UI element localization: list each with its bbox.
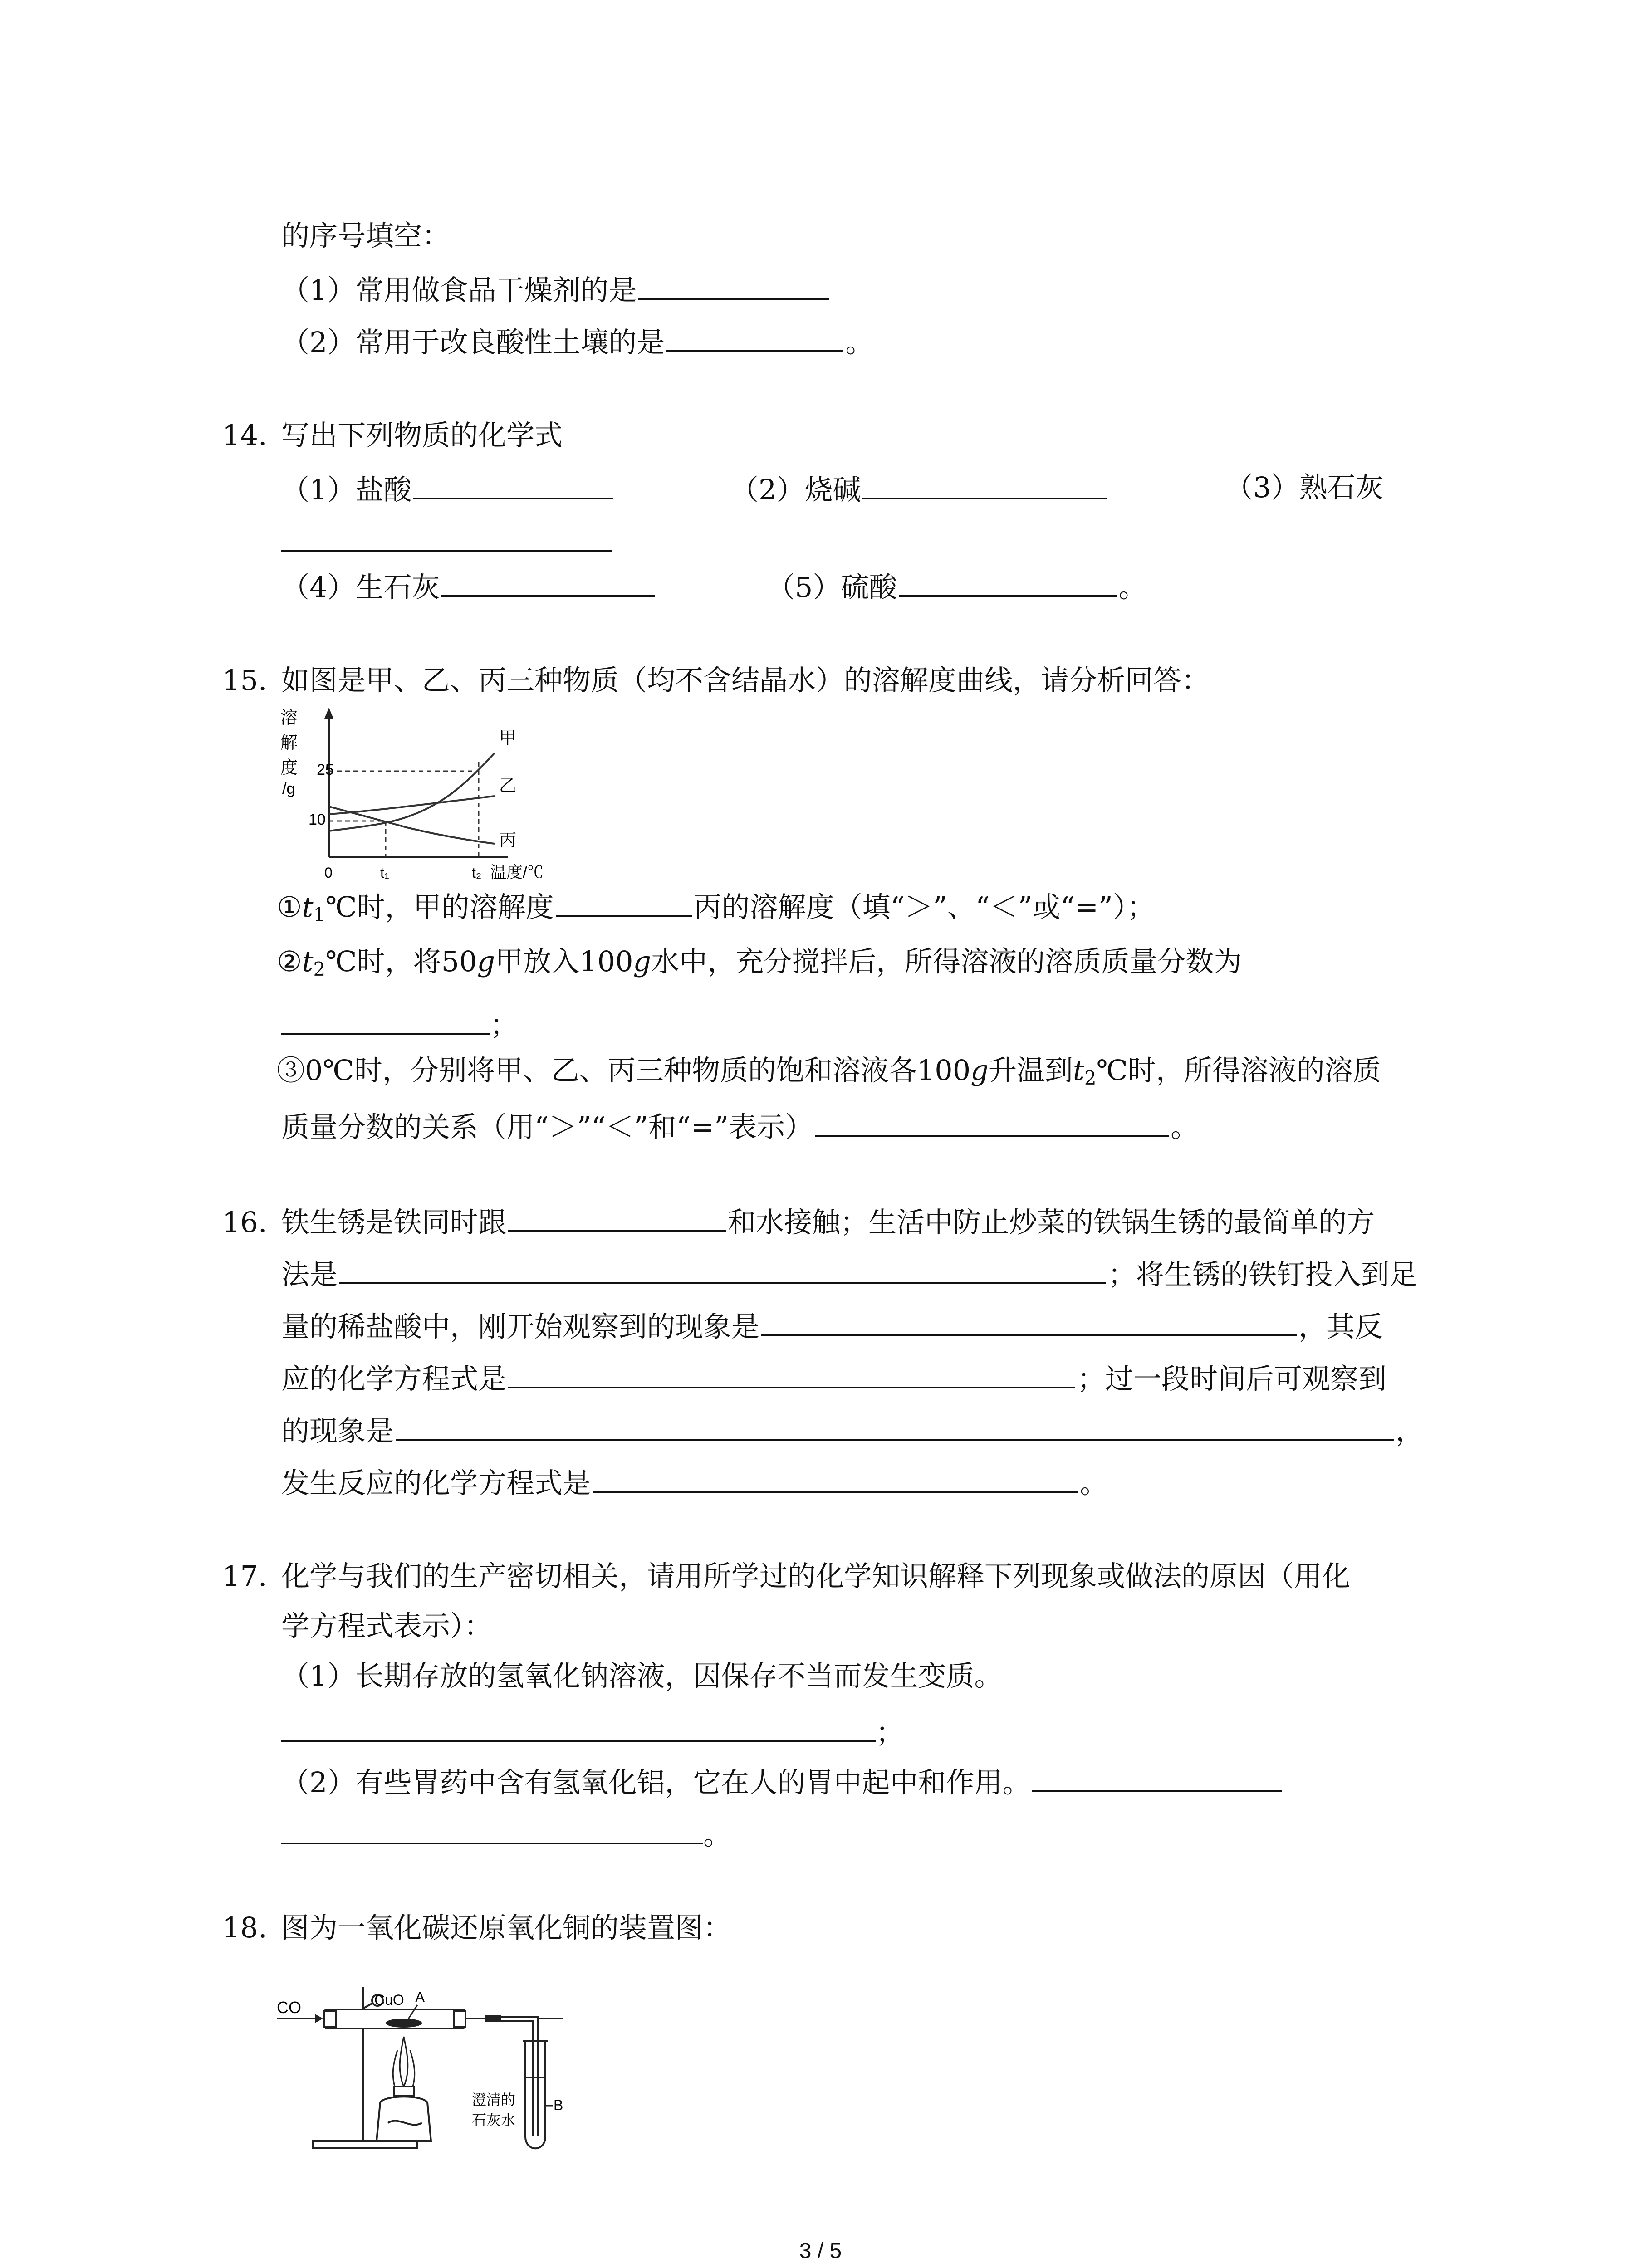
tube-stopper-left — [324, 2011, 336, 2027]
y-tick-10: 10 — [309, 811, 326, 828]
q14-part2: （2）烧碱 — [730, 469, 1109, 508]
q14-part4: （4）生石灰 — [281, 567, 656, 606]
q13-part2: （2）常用于改良酸性土壤的是 。 — [281, 322, 873, 361]
answer-blank[interactable] — [281, 1712, 876, 1742]
y-axis-label-1: 溶 — [280, 709, 298, 728]
tube-stopper-right — [454, 2011, 465, 2027]
q15-sub2-blank: ； — [281, 1005, 518, 1043]
label-b: B — [554, 2097, 563, 2113]
x-axis-label: 温度/℃ — [490, 863, 544, 881]
answer-blank[interactable] — [666, 322, 843, 352]
alcohol-lamp — [377, 2097, 431, 2141]
rubber-connector — [485, 2015, 501, 2022]
answer-blank[interactable] — [281, 522, 612, 552]
answer-blank[interactable] — [815, 1107, 1169, 1137]
cuo-powder — [386, 2019, 422, 2028]
q17-line2: 学方程式表示）： — [281, 1609, 493, 1642]
answer-blank[interactable] — [508, 1202, 726, 1232]
x-tick-t2: t₂ — [472, 865, 482, 881]
q16-line5: 的现象是 ， — [281, 1411, 1424, 1449]
answer-blank[interactable] — [761, 1306, 1297, 1336]
q13-intro: 的序号填空： — [281, 219, 451, 252]
q16-line4: 应的化学方程式是 ；过一段时间后可观察到 — [281, 1359, 1386, 1397]
answer-blank[interactable] — [593, 1463, 1078, 1493]
x-tick-t1: t₁ — [380, 865, 389, 881]
answer-blank[interactable] — [396, 1411, 1394, 1441]
series-label-jia: 甲 — [499, 729, 517, 748]
co-arrow-head — [315, 2014, 323, 2023]
answer-blank[interactable] — [862, 469, 1107, 499]
test-tube — [525, 2041, 545, 2148]
flame — [400, 2037, 408, 2087]
q16-line1: 16. 铁生锈是铁同时跟 和水接触；生活中防止炒菜的铁锅生锈的最简单的方 — [222, 1202, 1375, 1241]
y-axis-arrow — [324, 708, 333, 719]
answer-blank[interactable] — [638, 270, 829, 300]
q16-line6: 发生反应的化学方程式是 。 — [281, 1463, 1108, 1501]
y-axis-label-4: /g — [282, 780, 295, 797]
stand-base — [313, 2141, 417, 2148]
q15-sub3-cont: 质量分数的关系（用“＞”“＜”和“=”表示） 。 — [281, 1107, 1199, 1145]
q17-part2-blank: 。 — [281, 1814, 731, 1853]
q16-line2: 法是 ；将生锈的铁钉投入到足 — [281, 1254, 1417, 1293]
q14-part5: （5）硫酸 。 — [767, 567, 1146, 606]
lamp-neck — [394, 2087, 414, 2096]
q18-title: 18. 图为一氧化碳还原氧化铜的装置图： — [222, 1911, 732, 1944]
x-tick-0: 0 — [324, 865, 333, 881]
co-reduction-apparatus — [272, 1973, 617, 2155]
q14-part1: （1）盐酸 — [281, 469, 615, 508]
answer-blank[interactable] — [899, 567, 1117, 597]
q17-part2: （2）有些胃药中含有氢氧化铝，它在人的胃中起中和作用。 — [281, 1762, 1283, 1801]
series-label-bing: 丙 — [499, 831, 517, 850]
q17-part1-blank: ； — [281, 1712, 904, 1751]
q14-part3-blank — [281, 522, 612, 560]
answer-blank[interactable] — [441, 567, 655, 597]
y-tick-25: 25 — [317, 761, 334, 778]
solubility-curve-chart — [272, 703, 599, 885]
label-cuo: CuO — [374, 1992, 404, 2008]
y-axis-label-3: 度 — [280, 758, 298, 777]
answer-blank[interactable] — [281, 1814, 703, 1844]
answer-blank[interactable] — [556, 887, 692, 917]
y-axis-label-2: 解 — [280, 733, 298, 753]
q17-line1: 17. 化学与我们的生产密切相关，请用所学过的化学知识解释下列现象或做法的原因（用化 — [222, 1559, 1351, 1593]
q14-title: 14. 写出下列物质的化学式 — [222, 419, 563, 452]
curve-jia — [329, 753, 495, 831]
answer-blank[interactable] — [281, 1005, 490, 1035]
series-label-yi: 乙 — [499, 777, 517, 796]
label-co: CO — [277, 1998, 301, 2017]
q16-line3: 量的稀盐酸中，刚开始观察到的现象是 ，其反 — [281, 1306, 1383, 1345]
flame-right — [410, 2050, 415, 2087]
label-limewater-1: 澄清的 — [472, 2092, 516, 2108]
q15-sub2: $②t_2℃$时，将50g甲放入100g水中，充分搅拌后，所得溶液的溶质质量分数为 — [277, 945, 1242, 980]
label-limewater-2: 石灰水 — [472, 2112, 516, 2128]
label-a: A — [415, 1989, 425, 2005]
curve-yi — [329, 796, 495, 814]
answer-blank[interactable] — [339, 1254, 1106, 1284]
q13-part1: （1）常用做食品干燥剂的是 — [281, 270, 831, 308]
page-number: 3 / 5 — [799, 2239, 842, 2263]
q15-sub3: ③0℃时，分别将甲、乙、丙三种物质的饱和溶液各100g升温到$t_2℃$时，所得溶液的溶质 — [277, 1054, 1381, 1089]
answer-blank[interactable] — [413, 469, 613, 499]
answer-blank[interactable] — [508, 1359, 1075, 1388]
q14-part3: （3）熟石灰 — [1225, 471, 1384, 504]
q17-part1: （1）长期存放的氢氧化钠溶液，因保存不当而发生变质。 — [281, 1659, 1003, 1692]
flame-left — [393, 2050, 397, 2087]
q15-title: 15. 如图是甲、乙、丙三种物质（均不含结晶水）的溶解度曲线，请分析回答： — [222, 664, 1210, 697]
q15-sub1: $①t_1℃$时，甲的溶解度 丙的溶解度（填“＞”、“＜”或“=”）； — [277, 887, 1155, 933]
answer-blank[interactable] — [1032, 1762, 1282, 1792]
